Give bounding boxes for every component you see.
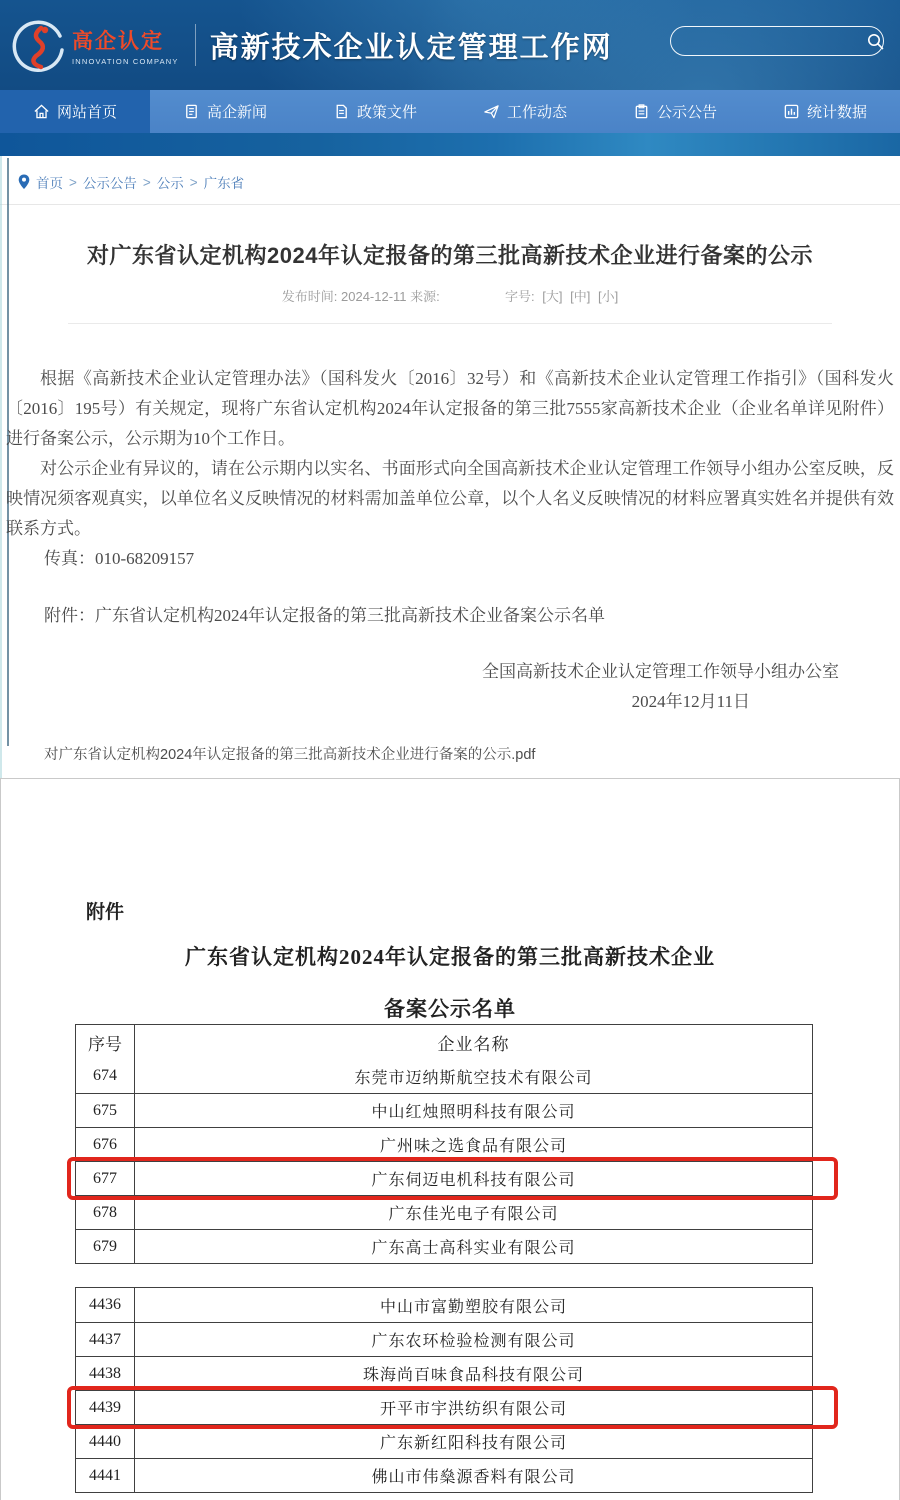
table-row <box>76 1322 812 1356</box>
breadcrumb-separator: > <box>69 174 77 190</box>
logo-subtitle: INNOVATION COMPANY <box>72 56 179 66</box>
nav-item-updates[interactable] <box>450 90 600 133</box>
row-company-name: 广东农环检验检测有限公司 <box>371 1333 576 1350</box>
search-button[interactable] <box>867 28 884 54</box>
date-line: 2024年12月11日 <box>631 692 750 711</box>
row-serial-number: 676 <box>76 1128 135 1161</box>
paper-plane-icon <box>483 103 500 120</box>
row-serial-number: 4439 <box>76 1391 135 1424</box>
article-title: 对广东省认定机构2024年认定报备的第三批高新技术企业进行备案的公示 <box>87 243 813 268</box>
breadcrumb-separator: > <box>189 174 198 190</box>
row-company-name: 广东佳光电子有限公司 <box>388 1206 559 1223</box>
table-row <box>76 1229 812 1263</box>
breadcrumb-home[interactable]: 首页 <box>36 176 63 191</box>
nav-item-label: 高企新闻 <box>206 104 267 121</box>
main-nav <box>0 90 900 133</box>
search-input[interactable] <box>671 27 867 55</box>
table-row <box>76 1458 812 1492</box>
breadcrumb-publicity[interactable]: 公示 <box>156 176 184 191</box>
nav-item-label: 网站首页 <box>56 104 117 121</box>
row-company-name: 东莞市迈纳斯航空技术有限公司 <box>354 1069 593 1087</box>
company-table-1 <box>75 1024 813 1264</box>
logo-title: 高企认定 <box>72 29 164 53</box>
paragraph-objection: 对公示企业有异议的，请在公示期内以实名、书面形式向全国高新技术企业认定管理工作领导小组办公室反映，反映情况须客观真实，以单位名义反映情况的材料需加盖单位公章，以个人名义反映情况的材料应署真实姓名并提供有效联系方式。 <box>6 459 894 538</box>
article <box>0 239 900 764</box>
table-header-row <box>76 1025 812 1059</box>
row-serial-number: 4437 <box>76 1323 135 1356</box>
row-serial-number: 4436 <box>76 1288 135 1322</box>
row-company-name: 开平市宇洪纺织有限公司 <box>379 1401 567 1418</box>
header-divider <box>195 24 196 66</box>
site-logo[interactable] <box>10 16 179 74</box>
attachment-line: 附件：广东省认定机构2024年认定报备的第三批高新技术企业备案公示名单 <box>44 606 605 625</box>
table-row <box>76 1093 812 1127</box>
doc-title-line1: 广东省认定机构2024年认定报备的第三批高新技术企业 <box>185 945 715 969</box>
row-serial-number: 679 <box>76 1230 135 1263</box>
row-company-name: 广州味之选食品有限公司 <box>379 1138 567 1155</box>
table-row <box>76 1059 812 1093</box>
table-row <box>76 1127 812 1161</box>
clipboard-icon <box>633 103 650 120</box>
row-company-name: 广东高士高科实业有限公司 <box>371 1240 576 1257</box>
font-size-label: 字号: <box>505 289 535 304</box>
nav-bottom-strip <box>0 133 900 156</box>
company-table-2 <box>75 1287 813 1493</box>
row-serial-number: 4438 <box>76 1357 135 1390</box>
row-company-name: 中山市富勤塑胶有限公司 <box>379 1298 567 1316</box>
search-box <box>670 26 884 56</box>
attachment-document-image <box>0 778 900 1500</box>
table-row <box>76 1390 812 1424</box>
location-pin-icon <box>18 174 30 190</box>
meta-divider <box>68 323 832 324</box>
nav-item-statistics[interactable] <box>750 90 900 133</box>
nav-item-policy[interactable] <box>300 90 450 133</box>
search-icon <box>867 33 884 50</box>
row-serial-number: 4441 <box>76 1459 135 1492</box>
doc-title-line2: 备案公示名单 <box>384 997 516 1021</box>
fax-line: 传真：010-68209157 <box>44 549 195 568</box>
row-company-name: 珠海尚百味食品科技有限公司 <box>362 1367 584 1384</box>
signature-line: 全国高新技术企业认定管理工作领导小组办公室 <box>482 662 839 681</box>
table-row <box>76 1356 812 1390</box>
table-row <box>76 1161 812 1195</box>
paragraph-basis: 根据《高新技术企业认定管理办法》（国科发火〔2016〕32号）和《高新技术企业认定管理工作指引》（国科发火〔2016〕195号）有关规定，现将广东省认定机构2024年认定报备的第三批7555家高新技术企业（企业名单详见附件）进行备案公示，公示期为10个工作日。 <box>6 369 894 448</box>
header-serial-number: 序号 <box>76 1025 135 1059</box>
source-label: 来源: <box>410 289 440 304</box>
publish-date: 2024-12-11 <box>341 289 407 304</box>
breadcrumb-announcements[interactable]: 公示公告 <box>82 176 137 191</box>
policy-doc-icon <box>333 103 350 120</box>
row-company-name: 广东新红阳科技有限公司 <box>379 1435 567 1452</box>
nav-item-label: 政策文件 <box>356 104 417 121</box>
row-serial-number: 674 <box>76 1059 135 1093</box>
row-serial-number: 677 <box>76 1162 135 1195</box>
nav-item-label: 公示公告 <box>656 104 717 121</box>
table-row <box>76 1288 812 1322</box>
font-size-large[interactable]: [大] <box>542 289 563 304</box>
nav-item-news[interactable] <box>150 90 300 133</box>
table-row <box>76 1195 812 1229</box>
font-size-medium[interactable]: [中] <box>570 289 591 304</box>
table-row <box>76 1424 812 1458</box>
nav-item-label: 工作动态 <box>506 104 567 121</box>
news-icon <box>183 103 200 120</box>
row-serial-number: 4440 <box>76 1425 135 1458</box>
breadcrumb <box>0 156 900 205</box>
nav-item-label: 统计数据 <box>806 104 867 121</box>
row-company-name: 佛山市伟燊源香料有限公司 <box>371 1469 576 1486</box>
row-company-name: 广东伺迈电机科技有限公司 <box>371 1172 576 1189</box>
publish-time-label: 发布时间: <box>281 289 338 304</box>
logo-icon <box>10 16 68 74</box>
site-header <box>0 0 900 90</box>
site-title: 高新技术企业认定管理工作网 <box>209 31 613 64</box>
pdf-attachment-link[interactable]: 对广东省认定机构2024年认定报备的第三批高新技术企业进行备案的公示.pdf <box>44 747 536 763</box>
row-company-name: 中山红烛照明科技有限公司 <box>371 1104 576 1121</box>
article-meta <box>0 286 900 305</box>
row-serial-number: 675 <box>76 1094 135 1127</box>
breadcrumb-separator: > <box>142 174 151 190</box>
header-company-name: 企业名称 <box>437 1034 510 1054</box>
nav-item-home[interactable] <box>0 90 150 133</box>
row-serial-number: 678 <box>76 1196 135 1229</box>
chart-icon <box>783 103 800 120</box>
article-body <box>0 364 900 717</box>
nav-item-announcements[interactable] <box>600 90 750 133</box>
font-size-small[interactable]: [小] <box>598 289 619 304</box>
doc-attachment-label: 附件 <box>86 902 125 923</box>
breadcrumb-guangdong[interactable]: 广东省 <box>203 176 245 191</box>
home-icon <box>33 103 50 120</box>
